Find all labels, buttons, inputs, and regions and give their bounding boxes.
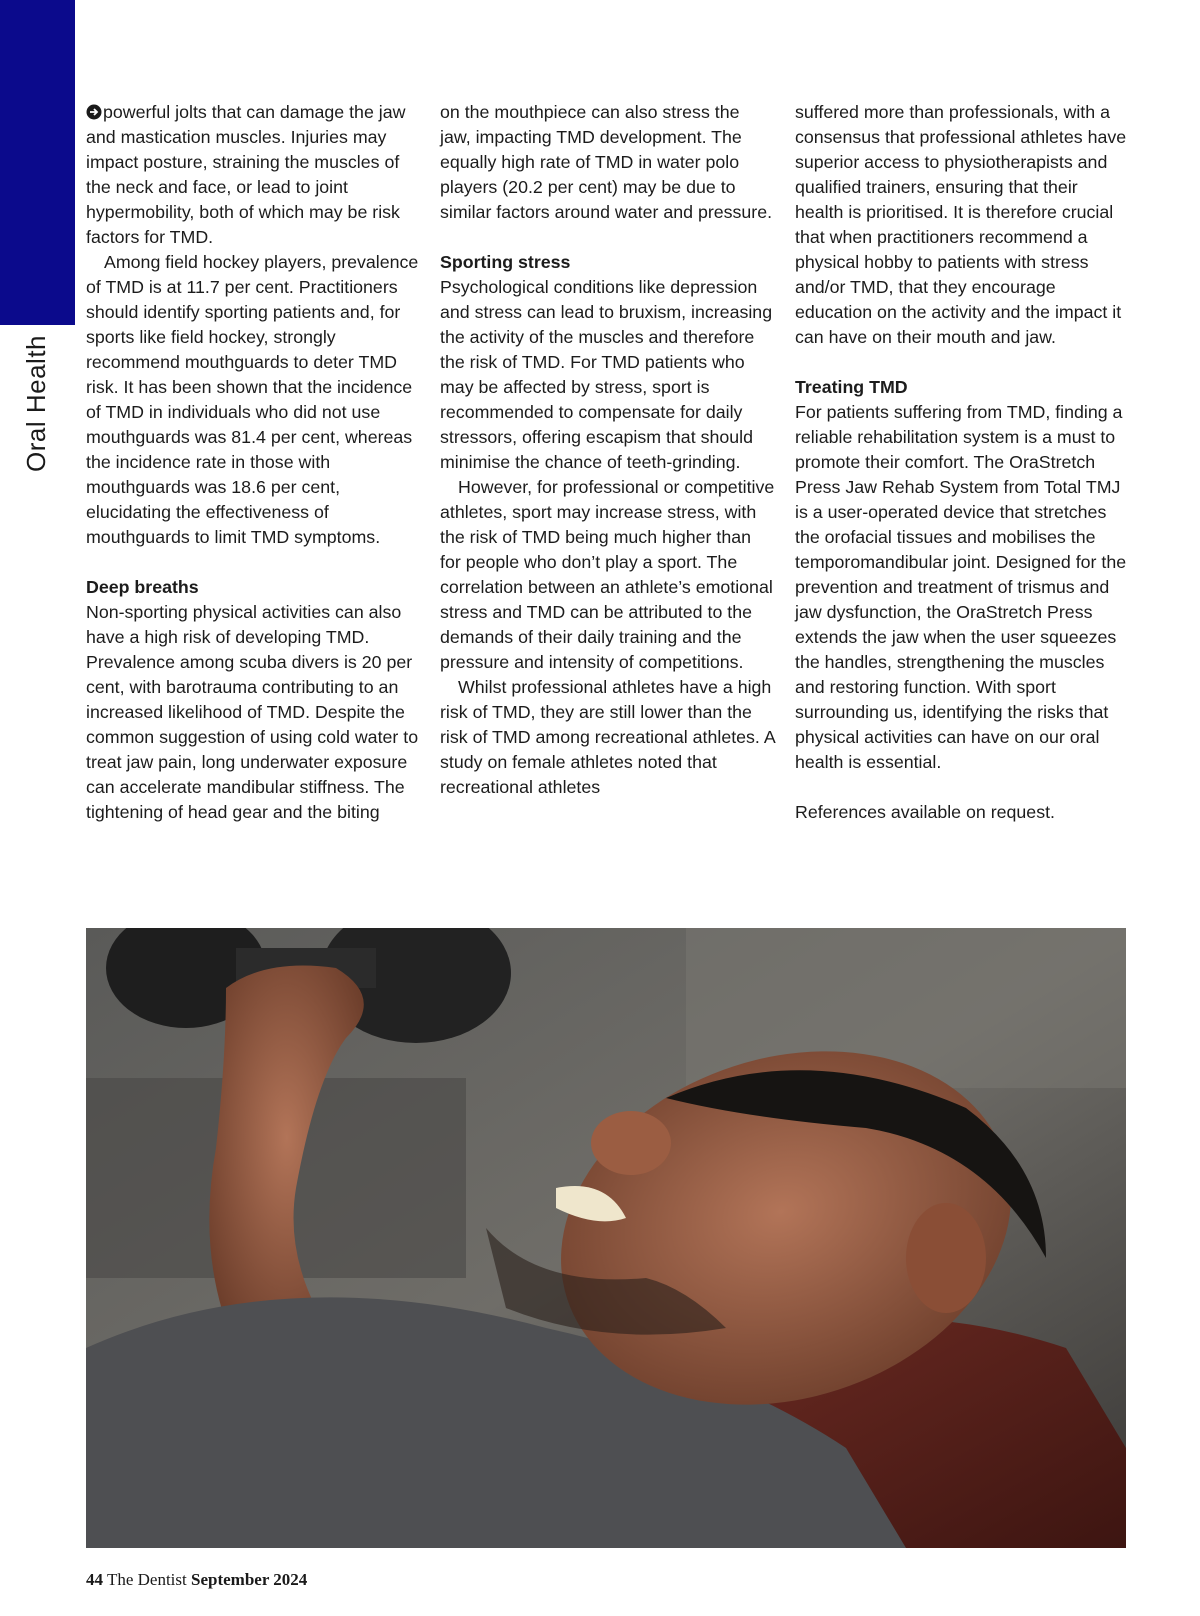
paragraph: Non-sporting physical activities can also have a high risk of developing TMD. Prevalence among scuba divers is 20 per cent, with barotrauma contributing to an increased likelihood of TMD. Despite the common suggestion of using cold water to treat jaw pain, long underwater exposure can accelerate mandibular stiffness. The tightening of head gear and the biting bbox=[86, 602, 419, 822]
page-footer bbox=[86, 1570, 307, 1590]
paragraph: For patients suffering from TMD, finding a reliable rehabilitation system is a must to promote their comfort. The OraStretch Press Jaw Rehab System from Total TMJ is a user-operated device that stretches the orofacial tissues and mobilises the temporomandibular joint. Designed for the prevention and treatment of trismus and jaw dysfunction, the OraStretch Press extends the jaw when the user squeezes the handles, strengthening the muscles and restoring function. With sport surrounding us, identifying the risks that physical activities can have on our oral health is essential. bbox=[795, 402, 1127, 772]
issue-date: September 2024 bbox=[191, 1570, 308, 1589]
photo-illustration bbox=[86, 928, 1126, 1548]
paragraph: Psychological conditions like depression and stress can lead to bruxism, increasing the activity of the muscles and therefore the risk of TMD. For TMD patients who may be affected by stress, sport is recommended to compensate for daily stressors, offering escapism that should minimise the chance of teeth-grinding. bbox=[440, 277, 773, 472]
article-column-3 bbox=[795, 100, 1130, 825]
article-column-2 bbox=[440, 100, 775, 800]
paragraph: Whilst professional athletes have a high risk of TMD, they are still lower than the risk of TMD among recreational athletes. A study on female athletes noted that recreational athletes bbox=[440, 677, 775, 797]
paragraph: on the mouthpiece can also stress the jaw, impacting TMD development. The equally high rate of TMD in water polo players (20.2 per cent) may be due to similar factors around water and pressure. bbox=[440, 102, 773, 222]
subheading-deep-breaths: Deep breaths bbox=[86, 577, 199, 597]
paragraph bbox=[86, 100, 421, 250]
subheading-sporting-stress: Sporting stress bbox=[440, 252, 571, 272]
paragraph-text: powerful jolts that can damage the jaw and mastication muscles. Injuries may impact posture, straining the muscles of the neck and face, or lead to joint hypermobility, both of which may be risk factors for TMD. bbox=[86, 102, 406, 247]
subheading-treating-tmd: Treating TMD bbox=[795, 377, 908, 397]
athlete-bench-press-photo bbox=[86, 928, 1126, 1548]
article-column-1 bbox=[86, 100, 421, 825]
paragraph: However, for professional or competitive athletes, sport may increase stress, with the risk of TMD being much higher than for people who don’t play a sport. The correlation between an athlete’s emotional stress and TMD can be attributed to the demands of their daily training and the pressure and intensity of competitions. bbox=[440, 477, 775, 672]
page-number: 44 bbox=[86, 1570, 103, 1589]
publication-name: The Dentist bbox=[106, 1570, 187, 1589]
references-note: References available on request. bbox=[795, 802, 1055, 822]
paragraph: Among field hockey players, prevalence of TMD is at 11.7 per cent. Practitioners should identify sporting patients and, for sports like field hockey, strongly recommend mouthguards to deter TMD risk. It has been shown that the incidence of TMD in individuals who did not use mouthguards was 81.4 per cent, whereas the incidence rate in those with mouthguards was 18.6 per cent, elucidating the effectiveness of mouthguards to limit TMD symptoms. bbox=[86, 252, 419, 547]
continued-arrow-icon bbox=[86, 104, 102, 120]
paragraph: suffered more than professionals, with a consensus that professional athletes have superior access to physiotherapists and qualified trainers, ensuring that their health is prioritised. It is therefore crucial that when practitioners recommend a physical hobby to patients with stress and/or TMD, that they encourage education on the activity and the impact it can have on their mouth and jaw. bbox=[795, 102, 1127, 347]
section-label: Oral Health bbox=[21, 335, 51, 472]
